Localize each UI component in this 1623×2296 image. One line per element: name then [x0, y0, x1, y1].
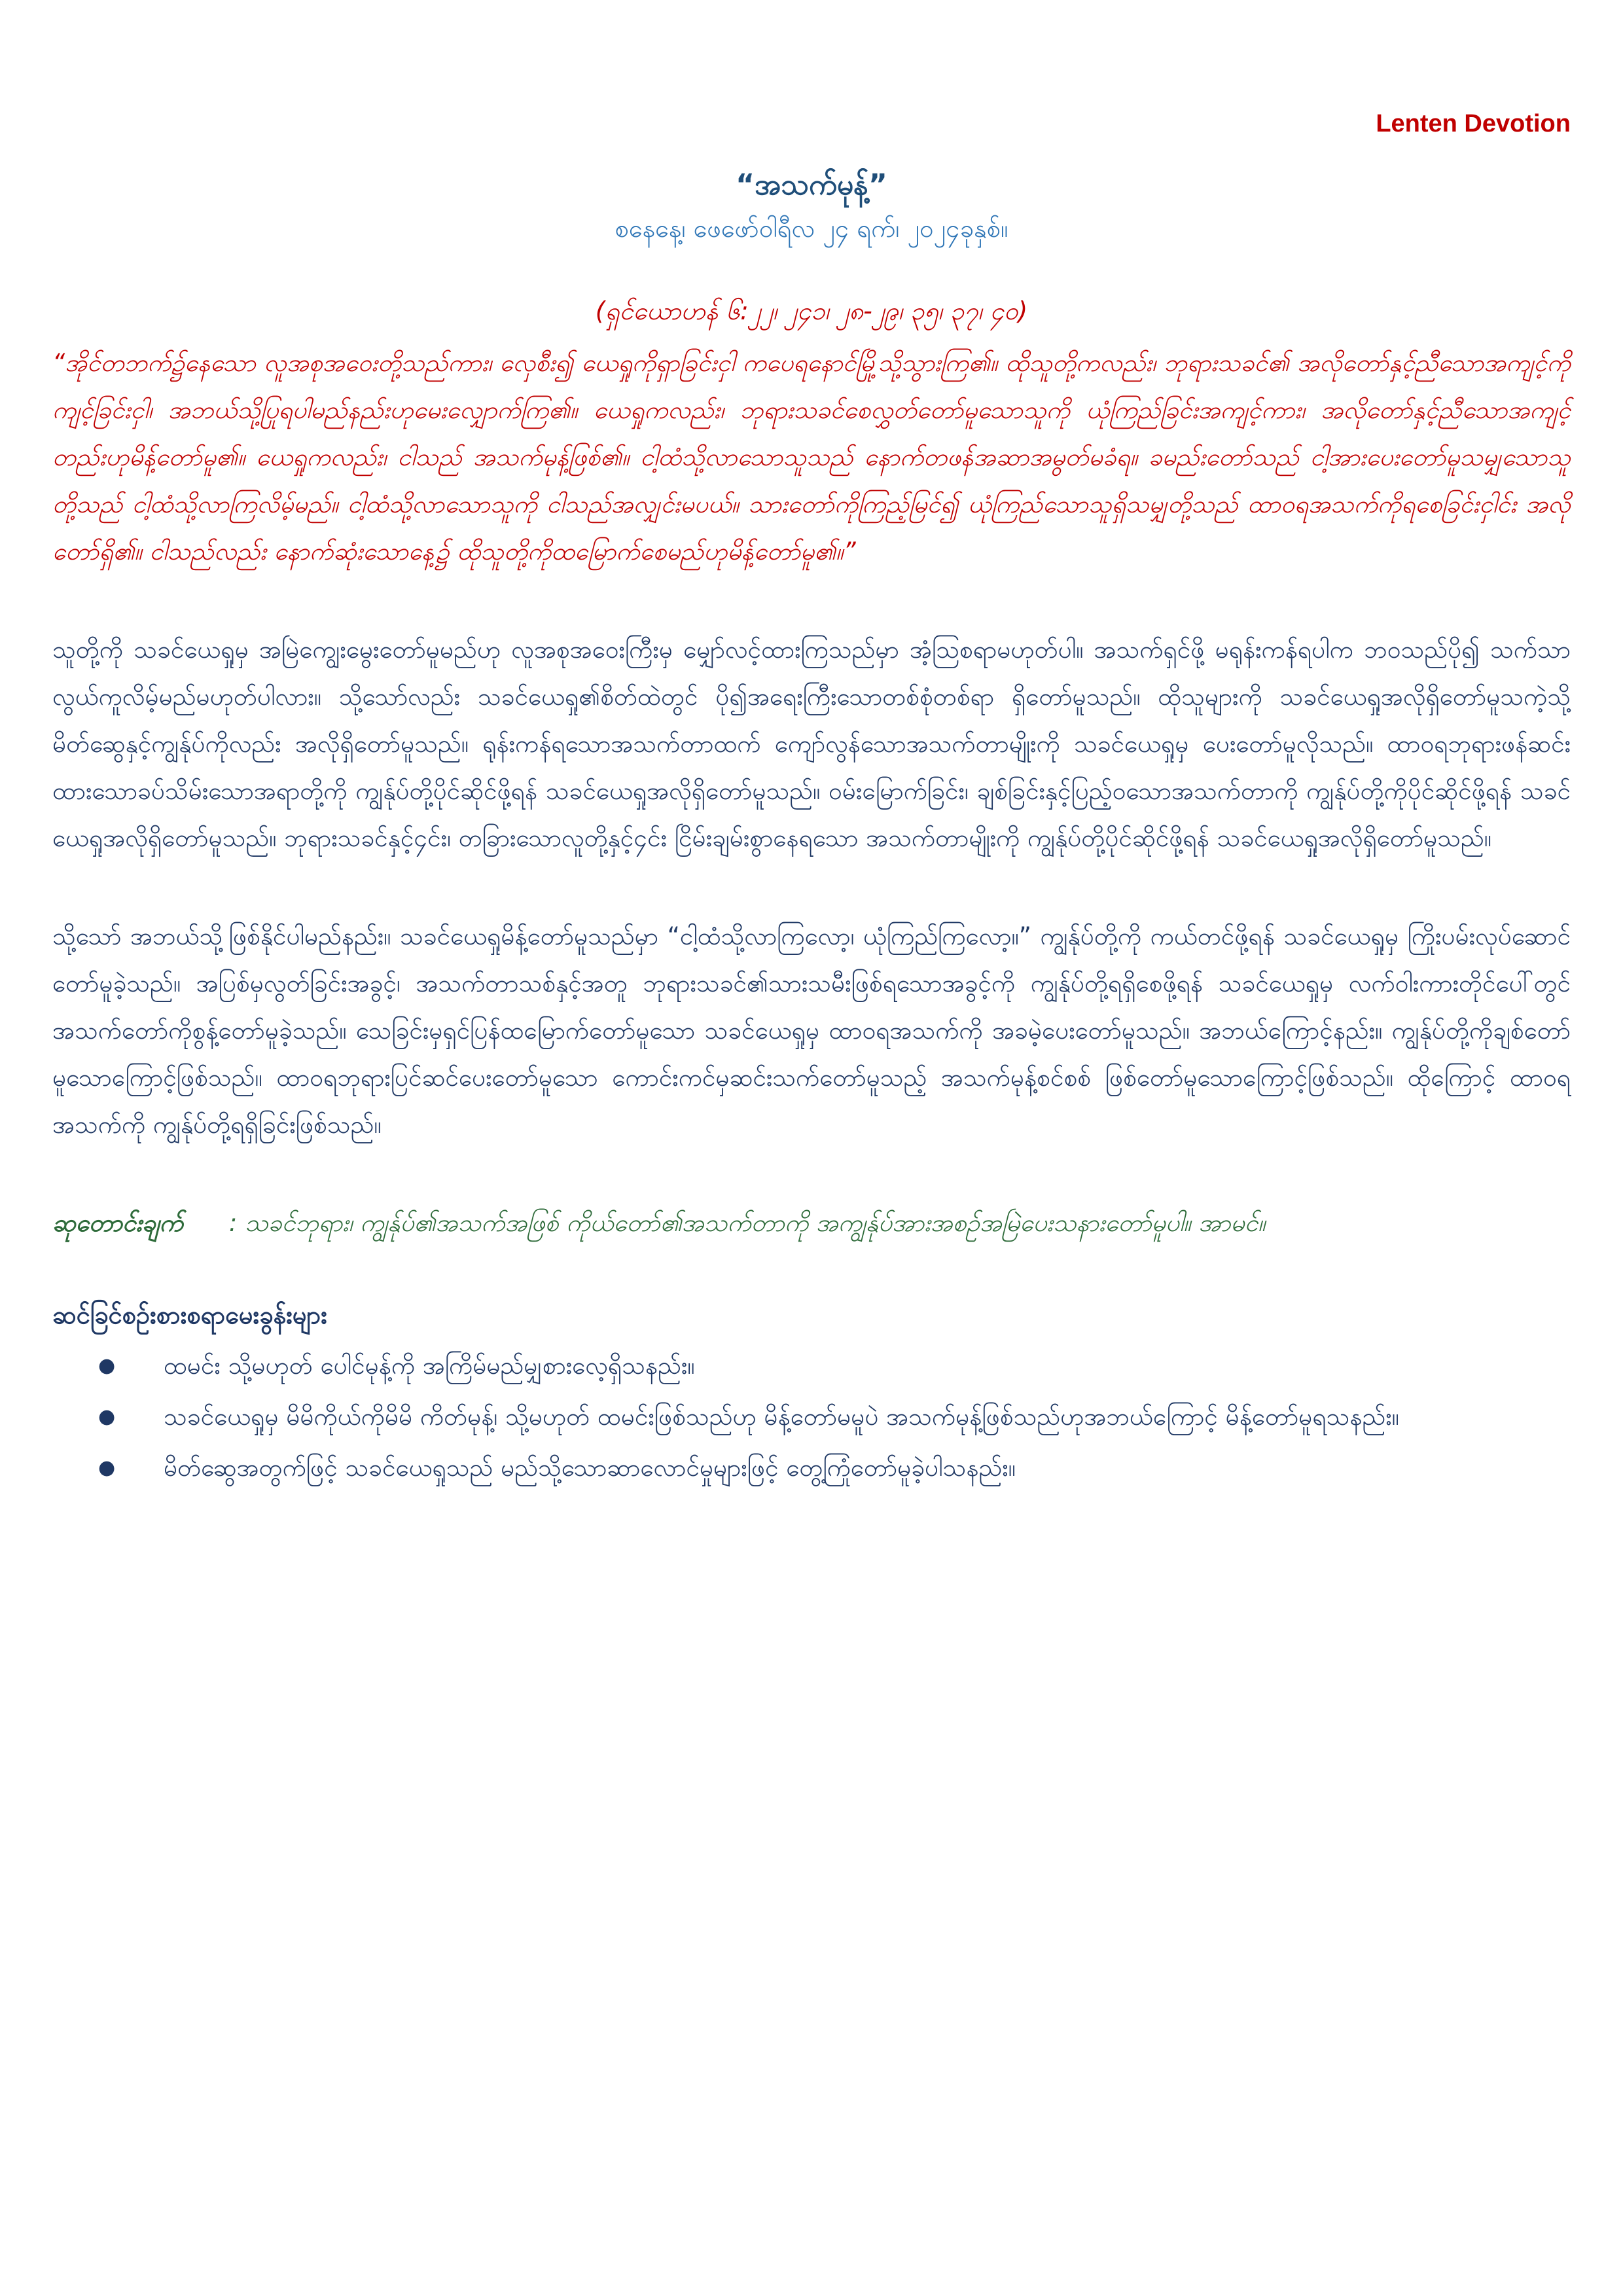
devotion-title: “အသက်မုန့်” [736, 168, 887, 202]
body-paragraph-1: သူတို့ကို သခင်ယေရှုမှ အမြဲကျွေးမွေးတော်မူမည်ဟု လူအစုအဝေးကြီးမှ မျှော်လင့်ထားကြသည်မှာ အံ့သြစရာမဟုတ်ပါ။ အသက်ရှင်ဖို့ မရုန်းကန်ရပါက ဘဝသည်ပို၍ သက်သာလွယ်ကူလိမ့်မည်မဟုတ်ပါလား။ သို့သော်လည်း သခင်ယေရှု၏စိတ်ထဲတွင် ပို၍အရေးကြီးသောတစ်စုံတစ်ရာ ရှိတော်မူသည်။ ထိုသူများကို သခင်ယေရှုအလိုရှိတော်မူသကဲ့သို့ မိတ်ဆွေနှင့်ကျွန်ုပ်ကိုလည်း အလိုရှိတော်မူသည်။ ရုန်းကန်ရသောအသက်တာထက် ကျော်လွန်သောအသက်တာမျိုးကို သခင်ယေရှုမှ ပေးတော်မူလိုသည်။ ထာဝရဘုရားဖန်ဆင်းထားသောခပ်သိမ်းသောအရာတို့ကို ကျွန်ုပ်တို့ပိုင်ဆိုင်ဖို့ရန် သခင်ယေရှုအလိုရှိတော်မူသည်။ ဝမ်းမြောက်ခြင်း၊ ချစ်ခြင်းနှင့်ပြည့်ဝသောအသက်တာကို ကျွန်ုပ်တို့ကိုပိုင်ဆိုင်ဖို့ရန် သခင်ယေရှုအလိုရှိတော်မူသည်။ ဘုရားသခင်နှင့်၄င်း၊ တခြားသောလူတို့နှင့်၄င်း ငြိမ်းချမ်းစွာနေရသော အသက်တာမျိုးကို ကျွန်ုပ်တို့ပိုင်ဆိုင်ဖို့ရန် သခင်ယေရှုအလိုရှိတော်မူသည်။ [52, 636, 1571, 852]
devotion-date: စနေနေ့၊ ဖေဖော်ဝါရီလ ၂၄ ရက်၊ ၂၀၂၄ခုနှစ်။ [615, 214, 1008, 243]
question-text: သခင်ယေရှုမှ မိမိကိုယ်ကိုမိမိ ကိတ်မုန့်၊ သို့မဟုတ် ထမင်းဖြစ်သည်ဟု မိန့်တော်မမူပဲ အသက်မုန့်ဖြစ်သည်ဟုအဘယ်ကြောင့် မိန့်တော်မူရသနည်း။ [164, 1403, 1399, 1431]
bullet-icon: ● [98, 1354, 116, 1377]
header-label: Lenten Devotion [1376, 110, 1571, 137]
prayer-label: ဆုတောင်းချက် [52, 1209, 183, 1237]
scripture-reference: (ရှင်ယောဟန် ၆:၂၂၊ ၂၄၁၊ ၂၈-၂၉၊ ၃၅၊ ၃၇၊ ၄၀) [595, 296, 1028, 325]
scripture-text: “အိုင်တဘက်၌နေသော လူအစုအဝေးတို့သည်ကား၊ လှေစီး၍ ယေရှုကိုရှာခြင်းငှါ ကပေရနောင်မြို့သို့သွားကြ၏။ ထိုသူတို့ကလည်း၊ ဘုရားသခင်၏ အလိုတော်နှင့်ညီသောအကျင့်ကိုကျင့်ခြင်းငှါ၊ အဘယ်သို့ပြုရပါမည်နည်းဟုမေးလျှောက်ကြ၏။ ယေရှုကလည်း၊ ဘုရားသခင်စေလွှတ်တော်မူသောသူကို ယုံကြည်ခြင်းအကျင့်ကား၊ အလိုတော်နှင့်ညီသောအကျင့်တည်းဟုမိန့်တော်မူ၏။ ယေရှုကလည်း၊ ငါသည် အသက်မုန့်ဖြစ်၏။ ငါ့ထံသို့လာသောသူသည် နောက်တဖန်အဆာအမွတ်မခံရ။ ခမည်းတော်သည် ငါ့အားပေးတော်မူသမျှသောသူတို့သည် ငါ့ထံသို့လာကြလိမ့်မည်။ ငါ့ထံသို့လာသောသူကို ငါသည်အလျှင်းမပယ်။ သားတော်ကိုကြည့်မြင်၍ ယုံကြည်သောသူရှိသမျှတို့သည် ထာဝရအသက်ကိုရစေခြင်းငှါင်း အလိုတော်ရှိ၏။ ငါသည်လည်း နောက်ဆုံးသောနေ့၌ ထိုသူတို့ကိုထမြောက်စေမည်ဟုမိန့်တော်မူ၏။” [52, 349, 1571, 565]
question-item [98, 1393, 1571, 1441]
question-text: ထမင်း သို့မဟုတ် ပေါင်မုန့်ကို အကြိမ်မည်မျှစားလေ့ရှိသနည်း။ [164, 1352, 695, 1380]
question-item [98, 1444, 1571, 1492]
bullet-icon: ● [98, 1405, 116, 1428]
prayer [52, 1200, 1571, 1247]
questions-heading: ဆင်ခြင်စဉ်းစားစရာမေးခွန်းများ [52, 1300, 327, 1329]
body-paragraph-2: သို့သော် အဘယ်သို့ဖြစ်နိုင်ပါမည်နည်း။ သခင်ယေရှုမိန့်တော်မူသည်မှာ “ငါ့ထံသို့လာကြလော့၊ ယုံကြည်ကြလော့။” ကျွန်ုပ်တို့ကို ကယ်တင်ဖို့ရန် သခင်ယေရှုမှ ကြိုးပမ်းလုပ်ဆောင်တော်မူခဲ့သည်။ အပြစ်မှလွတ်ခြင်းအခွင့်၊ အသက်တာသစ်နှင့်အတူ ဘုရားသခင်၏သားသမီးဖြစ်ရသောအခွင့်ကို ကျွန်ုပ်တို့ရရှိစေဖို့ရန် သခင်ယေရှုမှ လက်ဝါးကားတိုင်ပေါ်တွင် အသက်တော်ကိုစွန့်တော်မူခဲ့သည်။ သေခြင်းမှရှင်ပြန်ထမြောက်တော်မူသော သခင်ယေရှုမှ ထာဝရအသက်ကို အခမဲ့ပေးတော်မူသည်။ အဘယ်ကြောင့်နည်း။ ကျွန်ုပ်တို့ကိုချစ်တော်မူသောကြောင့်ဖြစ်သည်။ ထာဝရဘုရားပြင်ဆင်ပေးတော်မူသော ကောင်းကင်မှဆင်းသက်တော်မူသည့် အသက်မုန့်စင်စစ် ဖြစ်တော်မူသောကြောင့်ဖြစ်သည်။ ထိုကြောင့် ထာဝရအသက်ကို ကျွန်ုပ်တို့ရရှိခြင်းဖြစ်သည်။ [52, 922, 1571, 1139]
bullet-icon: ● [98, 1456, 116, 1479]
question-item [98, 1342, 1571, 1390]
prayer-text: : သခင်ဘုရား၊ ကျွန်ုပ်၏အသက်အဖြစ် ကိုယ်တော်၏အသက်တာကို အကျွန်ုပ်အားအစဉ်အမြဲပေးသနားတော်မူပါ။ အာမင်။ [228, 1209, 1266, 1237]
question-text: မိတ်ဆွေအတွက်ဖြင့် သခင်ယေရှုသည် မည်သို့သောဆာလောင်မှုများဖြင့် တွေ့ကြုံတော်မူခဲ့ပါသနည်း။ [164, 1454, 1016, 1482]
questions-list [52, 1342, 1571, 1492]
